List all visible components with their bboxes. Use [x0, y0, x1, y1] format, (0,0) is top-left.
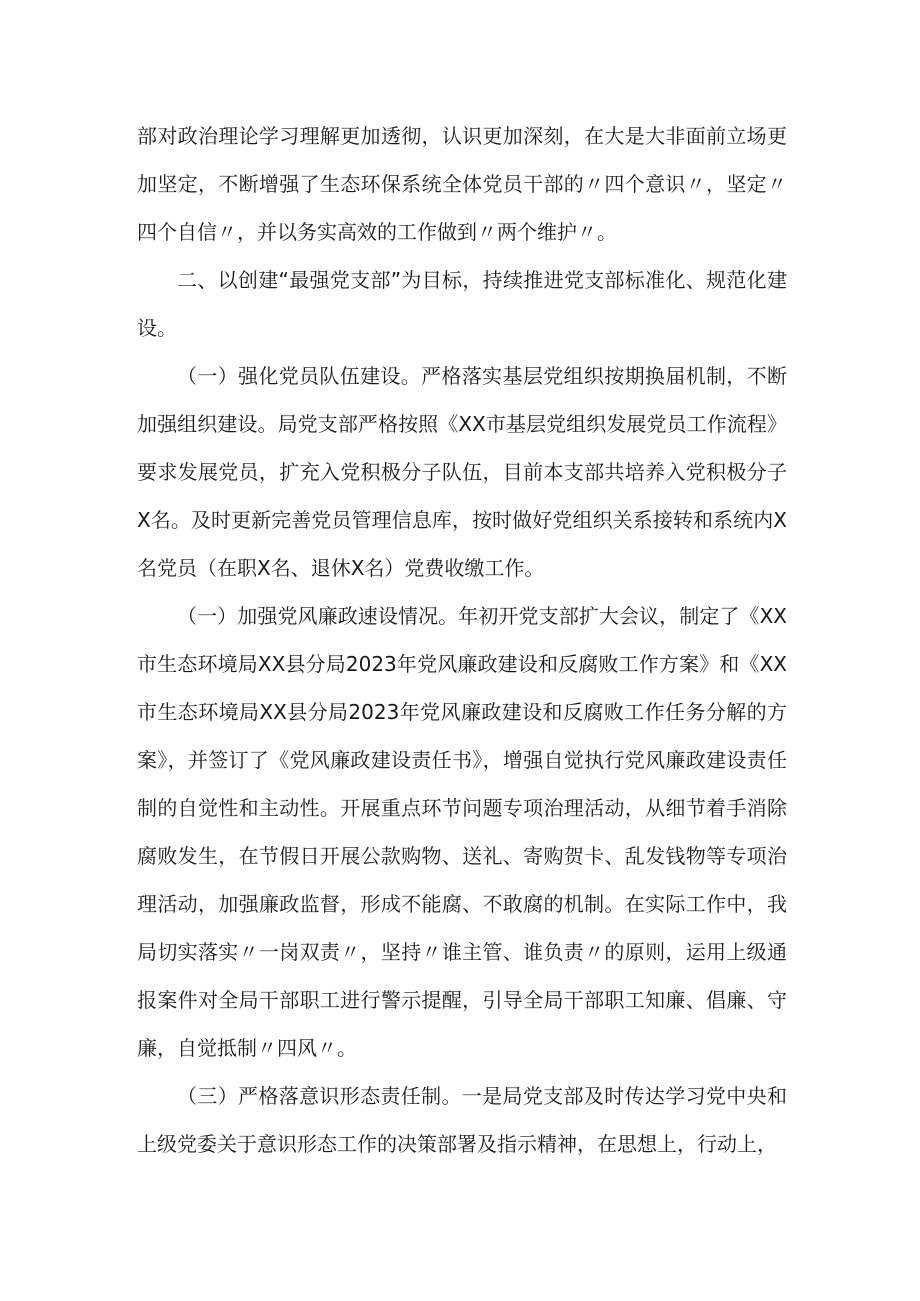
paragraph-party-member-team: （一）强化党员队伍建设。严格落实基层党组织按期换届机制，不断加强组织建设。局党支部严格按照《XX市基层党组织发展党员工作流程》要求发展党员，扩充入党积极分子队伍，目前本支部共培养入党积极分子X名。及时更新完善党员管理信息库，按时做好党组织关系接转和系统内X名党员（在职X名、退休X名）党费收缴工作。	[137, 364, 787, 580]
document-body	[137, 112, 787, 1168]
paragraph-integrity-construction: （一）加强党风廉政速设情况。年初开党支部扩大会议，制定了《XX市生态环境局XX县分局2023年党风廉政建设和反腐败工作方案》和《XX市生态环境局XX县分局2023年党风廉政建设和反腐败工作任务分解的方案》，并签订了《党风廉政建设责任书》，增强自觉执行党风廉政建设责任制的自觉性和主动性。开展重点环节问题专项治理活动，从细节着手消除腐败发生，在节假日开展公款购物、送礼、寄购贺卡、乱发钱物等专项治理活动，加强廉政监督，形成不能腐、不敢腐的机制。在实际工作中，我局切实落实〃一岗双责〃，坚持〃谁主管、谁负责〃的原则，运用上级通报案件对全局干部职工进行警示提醒，引导全局干部职工知廉、倡廉、守廉，自觉抵制〃四风〃。	[137, 604, 787, 1060]
paragraph-ideology-responsibility: （三）严格落意识形态责任制。一是局党支部及时传达学习党中央和上级党委关于意识形态工作的决策部署及指示精神，在思想上，行动上，	[137, 1084, 787, 1156]
section-heading-two: 二、以创建“最强党支部”为目标，持续推进党支部标准化、规范化建设。	[137, 268, 787, 340]
paragraph-continuation: 部对政治理论学习理解更加透彻，认识更加深刻，在大是大非面前立场更加坚定，不断增强了生态环保系统全体党员干部的〃四个意识〃，坚定〃四个自信〃，并以务实高效的工作做到〃两个维护〃。	[137, 124, 787, 244]
